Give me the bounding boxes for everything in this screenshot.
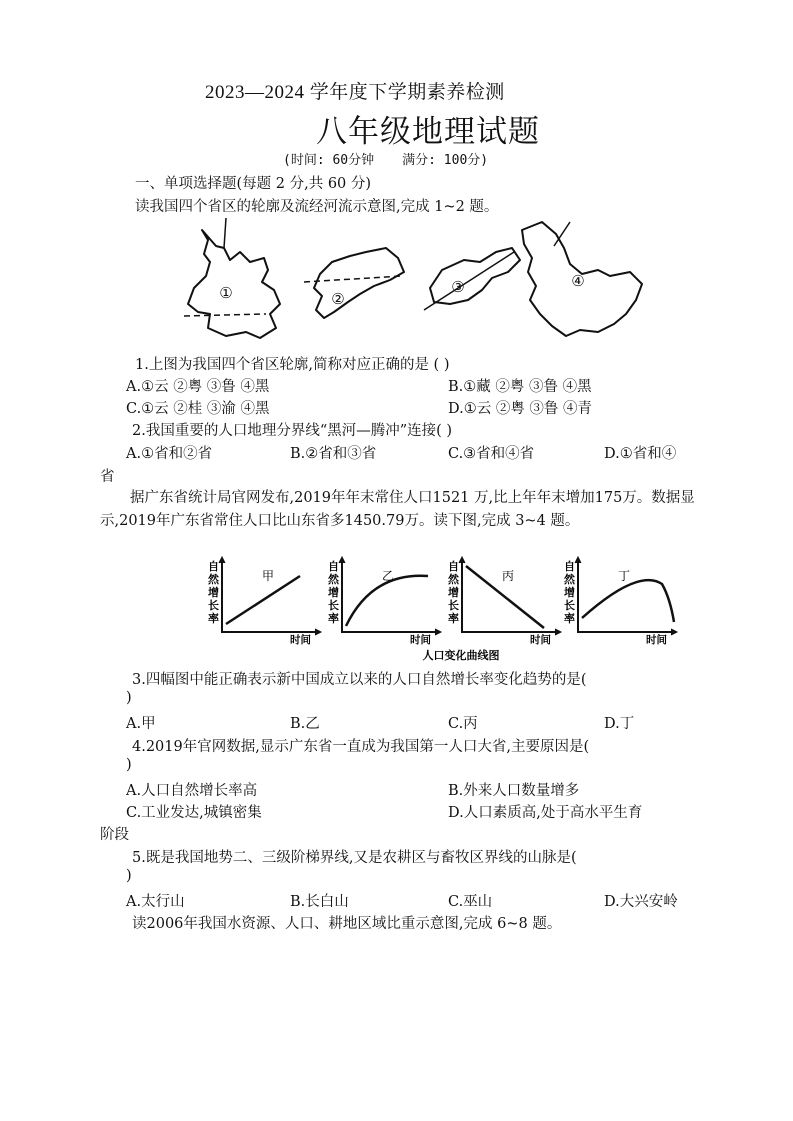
panel-xlabel: 时间 bbox=[290, 634, 311, 646]
province-outline-1 bbox=[188, 230, 280, 338]
x-arrow-icon bbox=[435, 629, 441, 635]
curve-panel bbox=[208, 557, 321, 646]
exam-header: 2023—2024 学年度下学期素养检测 bbox=[205, 82, 505, 103]
province-outline-map bbox=[180, 218, 650, 348]
river-1 bbox=[184, 314, 266, 316]
panel-label: 乙 bbox=[382, 569, 395, 583]
exam-time: (时间: 60分钟 bbox=[283, 153, 375, 168]
y-arrow-icon bbox=[219, 557, 225, 563]
panel-ylabel: 自然增长率 bbox=[448, 560, 459, 625]
passage-q3-4: 据广东省统计局官网发布,2019年年末常住人口1521 万,比上年年末增加175万。数据显示,2019年广东省常住人口比山东省多1450.79万。读下图,完成 3~4 题。 bbox=[100, 490, 695, 529]
panel-label: 甲 bbox=[262, 569, 275, 583]
q3-option-c[interactable]: C.丙 bbox=[448, 716, 478, 732]
q5-option-d[interactable]: D.大兴安岭 bbox=[604, 894, 678, 910]
x-arrow-icon bbox=[315, 629, 321, 635]
q4-option-b[interactable]: B.外来人口数量增多 bbox=[448, 783, 580, 799]
panel-ylabel: 自然增长率 bbox=[328, 560, 339, 625]
map-label-3: ③ bbox=[451, 278, 465, 296]
y-arrow-icon bbox=[339, 557, 345, 563]
curve-line bbox=[582, 580, 674, 622]
q3-stem-wrap: ) bbox=[126, 690, 132, 706]
q5-option-b[interactable]: B.长白山 bbox=[290, 894, 349, 910]
q3-option-b[interactable]: B.乙 bbox=[290, 716, 320, 732]
curve-panel bbox=[328, 557, 441, 646]
q1-option-c[interactable]: C.①云 ②桂 ③渝 ④黑 bbox=[126, 401, 270, 417]
intro-q6-8: 读2006年我国水资源、人口、耕地区域比重示意图,完成 6~8 题。 bbox=[132, 916, 562, 932]
q2-option-d[interactable]: D.①省和④ bbox=[604, 446, 677, 462]
q4-option-d[interactable]: D.人口素质高,处于高水平生育 bbox=[448, 805, 643, 821]
panel-xlabel: 时间 bbox=[646, 634, 667, 646]
map-label-2: ② bbox=[331, 290, 345, 308]
q4-option-c[interactable]: C.工业发达,城镇密集 bbox=[126, 805, 262, 821]
curve-panel bbox=[448, 557, 561, 646]
q4-stem: 4.2019年官网数据,显示广东省一直成为我国第一人口大省,主要原因是( bbox=[132, 739, 590, 755]
map-label-4: ④ bbox=[571, 272, 585, 290]
q5-option-c[interactable]: C.巫山 bbox=[448, 894, 493, 910]
y-arrow-icon bbox=[459, 557, 465, 563]
section-heading: 一、单项选择题(每题 2 分,共 60 分) bbox=[135, 176, 372, 192]
q5-stem: 5.既是我国地势二、三级阶梯界线,又是农耕区与畜牧区界线的山脉是( bbox=[132, 850, 577, 866]
q3-option-a[interactable]: A.甲 bbox=[126, 716, 156, 732]
q1-option-a[interactable]: A.①云 ②粤 ③鲁 ④黑 bbox=[126, 379, 270, 395]
exam-score: 满分: 100分) bbox=[402, 153, 489, 168]
panel-ylabel: 自然增长率 bbox=[208, 560, 219, 625]
panel-label: 丁 bbox=[618, 569, 631, 583]
q3-option-d[interactable]: D.丁 bbox=[604, 716, 635, 732]
y-arrow-icon bbox=[575, 557, 581, 563]
q1-option-d[interactable]: D.①云 ②粤 ③鲁 ④青 bbox=[448, 401, 593, 417]
q3-stem: 3.四幅图中能正确表示新中国成立以来的人口自然增长率变化趋势的是( bbox=[132, 672, 587, 688]
x-arrow-icon bbox=[671, 629, 677, 635]
page-title: 八年级地理试题 bbox=[316, 114, 540, 150]
q2-stem: 2.我国重要的人口地理分界线“黑河—腾冲”连接( ) bbox=[132, 423, 453, 439]
x-arrow-icon bbox=[555, 629, 561, 635]
panel-label: 丙 bbox=[502, 569, 515, 583]
panel-xlabel: 时间 bbox=[530, 634, 551, 646]
intro-q1-2: 读我国四个省区的轮廓及流经河流示意图,完成 1~2 题。 bbox=[135, 199, 499, 215]
province-outline-2 bbox=[314, 248, 404, 318]
q4-option-d-wrap: 阶段 bbox=[100, 827, 129, 843]
q2-option-a[interactable]: A.①省和②省 bbox=[126, 446, 213, 462]
map-label-1: ① bbox=[219, 284, 233, 302]
q5-stem-wrap: ) bbox=[126, 868, 132, 884]
exam-meta bbox=[283, 149, 488, 168]
curve-line bbox=[226, 576, 300, 624]
q5-option-a[interactable]: A.太行山 bbox=[126, 894, 185, 910]
curve-panel bbox=[564, 557, 677, 646]
q4-option-a[interactable]: A.人口自然增长率高 bbox=[126, 783, 258, 799]
q4-stem-wrap: ) bbox=[126, 757, 132, 773]
q1-stem: 1.上图为我国四个省区轮廓,简称对应正确的是 ( ) bbox=[135, 357, 450, 373]
panel-xlabel: 时间 bbox=[410, 634, 431, 646]
population-curve-figure bbox=[196, 550, 698, 662]
curve-line bbox=[346, 576, 428, 626]
q2-option-d-wrap: 省 bbox=[100, 469, 115, 485]
q1-option-b[interactable]: B.①藏 ②粤 ③鲁 ④黑 bbox=[448, 379, 592, 395]
figure-caption: 人口变化曲线图 bbox=[422, 649, 500, 662]
q2-option-c[interactable]: C.③省和④省 bbox=[448, 446, 535, 462]
q2-option-b[interactable]: B.②省和③省 bbox=[290, 446, 377, 462]
panel-ylabel: 自然增长率 bbox=[564, 560, 575, 625]
